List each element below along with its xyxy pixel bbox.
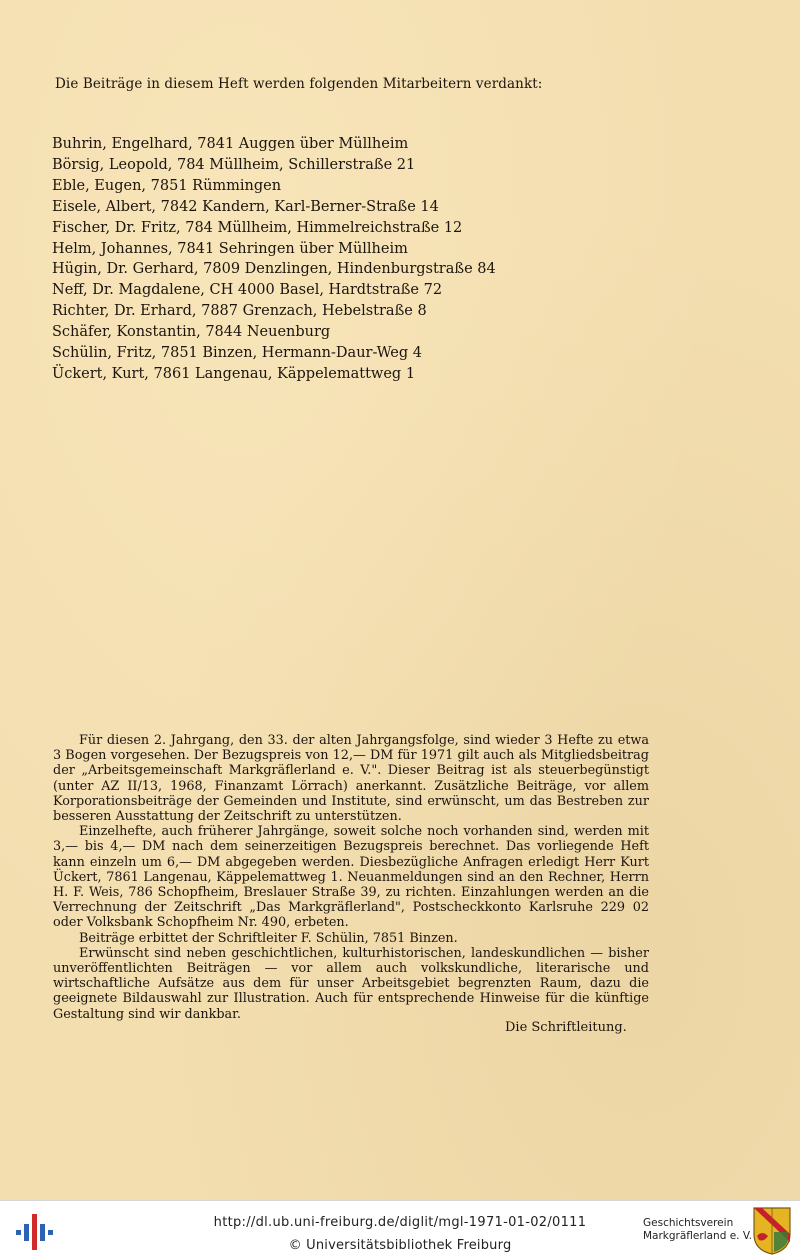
info-paragraph: Einzelhefte, auch früherer Jahrgänge, soweit solche noch vorhanden sind, werden mit 3,— bis 4,— DM nach dem seinerzeitigen Bezugspreis berechnet. Das vorliegende Heft kann einzeln um 6,— DM abgegeben werden. Diesbezügliche Anfragen erledigt Herr Kurt Ückert, 7861 Langenau, Käppelemattweg 1. Neuanmeldungen sind an den Rechner, Herrn H. F. Weis, 786 Schopfheim, Breslauer Straße 39, zu richten. Einzahlungen werden an die Verrechnung der Zeitschrift „Das Markgräflerland", Postscheckkonto Karlsruhe 229 02 oder Volksbank Schopfheim Nr. 490, erbeten. xyxy=(53,824,649,931)
contributor-entry: Helm, Johannes, 7841 Sehringen über Müllheim xyxy=(52,240,408,257)
contributor-entry: Eble, Eugen, 7851 Rümmingen xyxy=(52,177,282,194)
society-name xyxy=(643,1217,753,1243)
intro-line: Die Beiträge in diesem Heft werden folgenden Mitarbeitern verdankt: xyxy=(55,76,543,92)
viewer-footer xyxy=(0,1200,800,1260)
document-url[interactable]: http://dl.ub.uni-freiburg.de/diglit/mgl-1971-01-02/0111 xyxy=(213,1215,587,1230)
contributor-entry: Richter, Dr. Erhard, 7887 Grenzach, Hebelstraße 8 xyxy=(52,303,427,320)
info-paragraph: Für diesen 2. Jahrgang, den 33. der alten Jahrgangsfolge, sind wieder 3 Hefte zu etwa 3 Bogen vorgesehen. Der Bezugspreis von 12,— DM für 1971 gilt auch als Mitgliedsbeitrag der „Arbeitsgemeinschaft Markgräflerland e. V.". Dieser Beitrag ist als steuerbegünstigt (unter AZ II/13, 1968, Finanzamt Lörrach) anerkannt. Zusätzliche Beiträge, vor allem Korporationsbeiträge der Gemeinden und Institute, sind erwünscht, um das Bestreben zur besseren Ausstattung der Zeitschrift zu unterstützen. xyxy=(53,733,649,825)
contributor-entry: Schäfer, Konstantin, 7844 Neuenburg xyxy=(52,324,331,341)
subscription-info xyxy=(53,733,649,1022)
contributor-entry: Eisele, Albert, 7842 Kandern, Karl-Berner-Straße 14 xyxy=(52,198,439,215)
contributor-entry: Ückert, Kurt, 7861 Langenau, Käppelemattweg 1 xyxy=(52,365,416,382)
contributor-entry: Börsig, Leopold, 784 Müllheim, Schillerstraße 21 xyxy=(52,156,416,173)
info-paragraph: Erwünscht sind neben geschichtlichen, kulturhistorischen, landeskundlichen — bisher unveröffentlichten Beiträgen — vor allem auch volkskundliche, literarische und wirtschaftliche Aufsätze aus dem für unser Arbeitsgebiet begrenzten Raum, dazu die geeignete Bildauswahl zur Illustration. Auch für entsprechende Hinweise für die künftige Gestaltung sind wir dankbar. xyxy=(53,945,649,1022)
contributor-entry: Hügin, Dr. Gerhard, 7809 Denzlingen, Hindenburgstraße 84 xyxy=(52,261,496,278)
contributor-entry: Neff, Dr. Magdalene, CH 4000 Basel, Hardtstraße 72 xyxy=(52,282,443,299)
info-paragraph: Beiträge erbittet der Schriftleiter F. Schülin, 7851 Binzen. xyxy=(79,930,458,946)
society-name-line2: Markgräflerland e. V. xyxy=(643,1230,753,1242)
contributor-entry: Fischer, Dr. Fritz, 784 Müllheim, Himmelreichstraße 12 xyxy=(52,219,463,236)
society-name-line1: Geschichtsverein xyxy=(643,1217,734,1229)
signature: Die Schriftleitung. xyxy=(505,1020,627,1035)
copyright-notice: © Universitätsbibliothek Freiburg xyxy=(288,1238,512,1253)
contributor-list xyxy=(52,134,752,385)
contributor-entry: Buhrin, Engelhard, 7841 Auggen über Müllheim xyxy=(52,136,409,152)
library-logo-icon xyxy=(14,1212,54,1252)
society-crest-icon xyxy=(752,1206,792,1256)
contributor-entry: Schülin, Fritz, 7851 Binzen, Hermann-Daur-Weg 4 xyxy=(52,345,422,362)
